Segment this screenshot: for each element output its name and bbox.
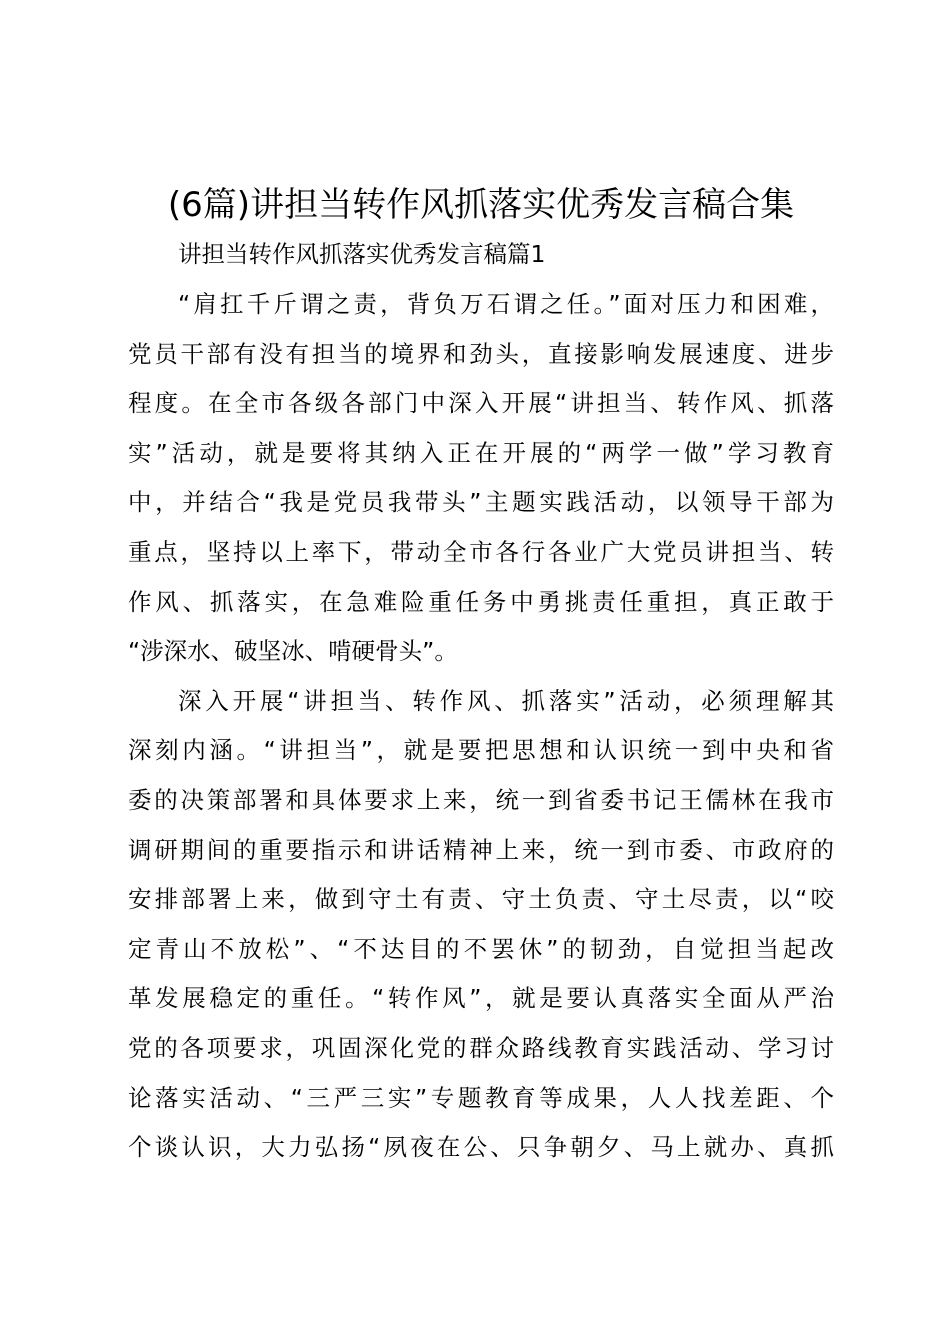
paragraph-line: 重点，坚持以上率下，带动全市各行各业广大党员讲担当、转 — [128, 537, 834, 566]
paragraph-1 — [128, 280, 834, 677]
paragraph-line: “肩扛千斤谓之责，背负万石谓之任。”面对压力和困难， — [178, 290, 834, 318]
paragraph-2 — [128, 677, 834, 1173]
paragraph-line: 中，并结合“我是党员我带头”主题实践活动，以领导干部为 — [128, 488, 834, 517]
paragraph-line: 实”活动，就是要将其纳入正在开展的“两学一做”学习教育 — [128, 438, 834, 467]
paragraph-line: 程度。在全市各级各部门中深入开展“讲担当、转作风、抓落 — [128, 389, 834, 418]
paragraph-line: 深入开展“讲担当、转作风、抓落实”活动，必须理解其 — [178, 686, 834, 715]
paragraph-line: 调研期间的重要指示和讲话精神上来，统一到市委、市政府的 — [128, 835, 834, 864]
paragraph-line: 委的决策部署和具体要求上来，统一到省委书记王儒林在我市 — [128, 785, 834, 814]
paragraph-line: 革发展稳定的重任。“转作风”，就是要认真落实全面从严治 — [128, 984, 834, 1013]
paragraph-line: 党员干部有没有担当的境界和劲头，直接影响发展速度、进步 — [128, 339, 834, 368]
paragraph-line: 个谈认识，大力弘扬“夙夜在公、只争朝夕、马上就办、真抓 — [128, 1133, 834, 1162]
document-page — [128, 176, 834, 1173]
document-subtitle: 讲担当转作风抓落实优秀发言稿篇1 — [178, 240, 546, 268]
paragraph-line: “涉深水、破坚冰、啃硬骨头”。 — [128, 637, 458, 666]
paragraph-line: 定青山不放松”、“不达目的不罢休”的韧劲，自觉担当起改 — [128, 934, 834, 963]
paragraph-line: 作风、抓落实，在急难险重任务中勇挑责任重担，真正敢于 — [128, 587, 834, 616]
paragraph-line: 深刻内涵。“讲担当”，就是要把思想和认识统一到中央和省 — [128, 736, 834, 765]
paragraph-line: 安排部署上来，做到守土有责、守土负责、守土尽责，以“咬 — [128, 885, 834, 914]
paragraph-line: 党的各项要求，巩固深化党的群众路线教育实践活动、学习讨 — [128, 1033, 834, 1062]
paragraph-line: 论落实活动、“三严三实”专题教育等成果，人人找差距、个 — [128, 1083, 834, 1112]
document-title: (6篇)讲担当转作风抓落实优秀发言稿合集 — [167, 185, 795, 225]
